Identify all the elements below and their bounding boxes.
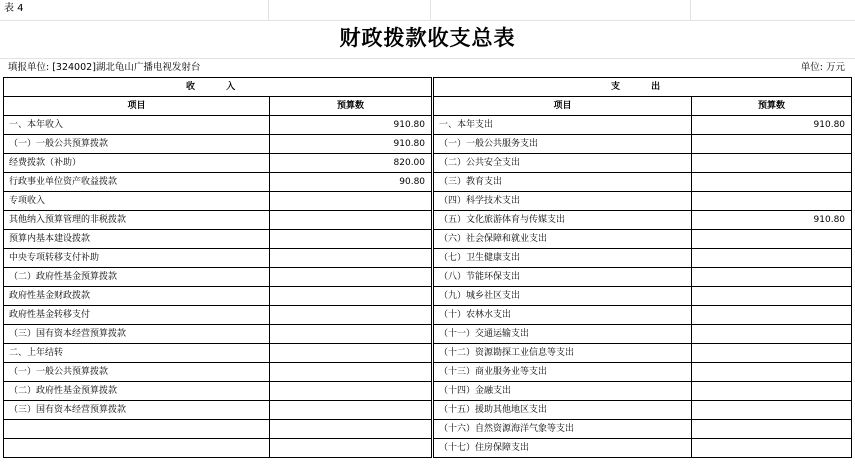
- income-value-cell: [270, 192, 432, 211]
- income-value-cell: [270, 230, 432, 249]
- income-budget-header: 预算数: [270, 97, 432, 116]
- income-item-cell: 其他纳入预算管理的非税拨款: [4, 211, 270, 230]
- income-value-cell: [270, 439, 432, 458]
- table-row: [4, 268, 852, 287]
- income-item-cell: [4, 439, 270, 458]
- expense-value-cell: [692, 401, 852, 420]
- expense-budget-header: 预算数: [692, 97, 852, 116]
- expense-value-cell: [692, 154, 852, 173]
- expense-item-cell: （二）公共安全支出: [434, 154, 692, 173]
- table-row: [4, 363, 852, 382]
- currency-unit: 单位: 万元: [800, 62, 845, 73]
- table-row: [4, 420, 852, 439]
- table-row: [4, 344, 852, 363]
- table-row: [4, 173, 852, 192]
- expense-value-cell: [692, 325, 852, 344]
- income-item-cell: （一）一般公共预算拨款: [4, 363, 270, 382]
- expense-item-cell: （十七）住房保障支出: [434, 439, 692, 458]
- income-value-cell: [270, 268, 432, 287]
- grid-line: [430, 0, 431, 20]
- expense-item-cell: （九）城乡社区支出: [434, 287, 692, 306]
- sheet-label: 表 4: [4, 3, 24, 14]
- income-value-cell: [270, 344, 432, 363]
- income-item-cell: （二）政府性基金预算拨款: [4, 268, 270, 287]
- expense-value-cell: [692, 344, 852, 363]
- expense-value-cell: [692, 135, 852, 154]
- income-value-cell: [270, 420, 432, 439]
- income-item-cell: （一）一般公共预算拨款: [4, 135, 270, 154]
- income-item-cell: 预算内基本建设拨款: [4, 230, 270, 249]
- income-item-cell: （二）政府性基金预算拨款: [4, 382, 270, 401]
- table-row: [4, 439, 852, 458]
- income-value-cell: 910.80: [270, 116, 432, 135]
- expense-value-cell: [692, 363, 852, 382]
- income-value-cell: [270, 401, 432, 420]
- report-title: 财政拨款收支总表: [339, 25, 516, 50]
- income-value-cell: [270, 287, 432, 306]
- expense-value-cell: 910.80: [692, 116, 852, 135]
- expense-item-cell: （十三）商业服务业等支出: [434, 363, 692, 382]
- report-info-row: [0, 58, 855, 77]
- expense-value-cell: [692, 249, 852, 268]
- filler-unit: 填报单位: [324002]湖北龟山广播电视发射台: [8, 62, 201, 73]
- income-item-cell: （三）国有资本经营预算拨款: [4, 401, 270, 420]
- expense-item-cell: （十四）金融支出: [434, 382, 692, 401]
- expense-item-cell: （五）文化旅游体育与传媒支出: [434, 211, 692, 230]
- table-row: [4, 135, 852, 154]
- income-value-cell: 820.00: [270, 154, 432, 173]
- table-row: [4, 382, 852, 401]
- income-item-header: 项目: [4, 97, 270, 116]
- income-value-cell: 90.80: [270, 173, 432, 192]
- table-row: [4, 249, 852, 268]
- expense-value-cell: [692, 439, 852, 458]
- table-row: [4, 192, 852, 211]
- income-item-cell: 经费拨款（补助）: [4, 154, 270, 173]
- column-header-row: [4, 97, 852, 116]
- expense-value-cell: [692, 420, 852, 439]
- income-value-cell: [270, 249, 432, 268]
- expense-header: 支 出: [434, 78, 852, 97]
- expense-item-cell: 一、本年支出: [434, 116, 692, 135]
- income-value-cell: [270, 211, 432, 230]
- expense-item-cell: （六）社会保障和就业支出: [434, 230, 692, 249]
- income-value-cell: [270, 306, 432, 325]
- income-item-cell: 政府性基金转移支付: [4, 306, 270, 325]
- table-row: [4, 154, 852, 173]
- table-row: [4, 116, 852, 135]
- table-row: [4, 287, 852, 306]
- income-item-cell: [4, 420, 270, 439]
- income-value-cell: [270, 325, 432, 344]
- expense-value-cell: [692, 287, 852, 306]
- expense-item-cell: （四）科学技术支出: [434, 192, 692, 211]
- expense-item-cell: （八）节能环保支出: [434, 268, 692, 287]
- sheet-top-row: [0, 0, 855, 21]
- expense-item-cell: （十五）援助其他地区支出: [434, 401, 692, 420]
- income-item-cell: （三）国有资本经营预算拨款: [4, 325, 270, 344]
- table-row: [4, 325, 852, 344]
- expense-item-cell: （十一）交通运输支出: [434, 325, 692, 344]
- income-item-cell: 二、上年结转: [4, 344, 270, 363]
- income-value-cell: 910.80: [270, 135, 432, 154]
- expense-value-cell: [692, 192, 852, 211]
- expense-value-cell: [692, 230, 852, 249]
- expense-value-cell: [692, 306, 852, 325]
- income-item-cell: 中央专项转移支付补助: [4, 249, 270, 268]
- income-item-cell: 一、本年收入: [4, 116, 270, 135]
- expense-item-cell: （三）教育支出: [434, 173, 692, 192]
- expense-item-cell: （十二）资源勘探工业信息等支出: [434, 344, 692, 363]
- grid-line: [690, 0, 691, 20]
- income-header: 收 入: [4, 78, 432, 97]
- expense-item-cell: （一）一般公共服务支出: [434, 135, 692, 154]
- income-item-cell: 专项收入: [4, 192, 270, 211]
- expense-item-cell: （十六）自然资源海洋气象等支出: [434, 420, 692, 439]
- expense-value-cell: [692, 268, 852, 287]
- income-value-cell: [270, 363, 432, 382]
- table-row: [4, 306, 852, 325]
- expense-item-header: 项目: [434, 97, 692, 116]
- finance-table: [3, 77, 852, 458]
- table-row: [4, 211, 852, 230]
- income-item-cell: 政府性基金财政拨款: [4, 287, 270, 306]
- grid-line: [268, 0, 269, 20]
- table-row: [4, 230, 852, 249]
- expense-value-cell: 910.80: [692, 211, 852, 230]
- section-header-row: [4, 78, 852, 97]
- table-row: [4, 401, 852, 420]
- income-item-cell: 行政事业单位资产收益拨款: [4, 173, 270, 192]
- expense-value-cell: [692, 173, 852, 192]
- expense-value-cell: [692, 382, 852, 401]
- expense-item-cell: （十）农林水支出: [434, 306, 692, 325]
- expense-item-cell: （七）卫生健康支出: [434, 249, 692, 268]
- income-value-cell: [270, 382, 432, 401]
